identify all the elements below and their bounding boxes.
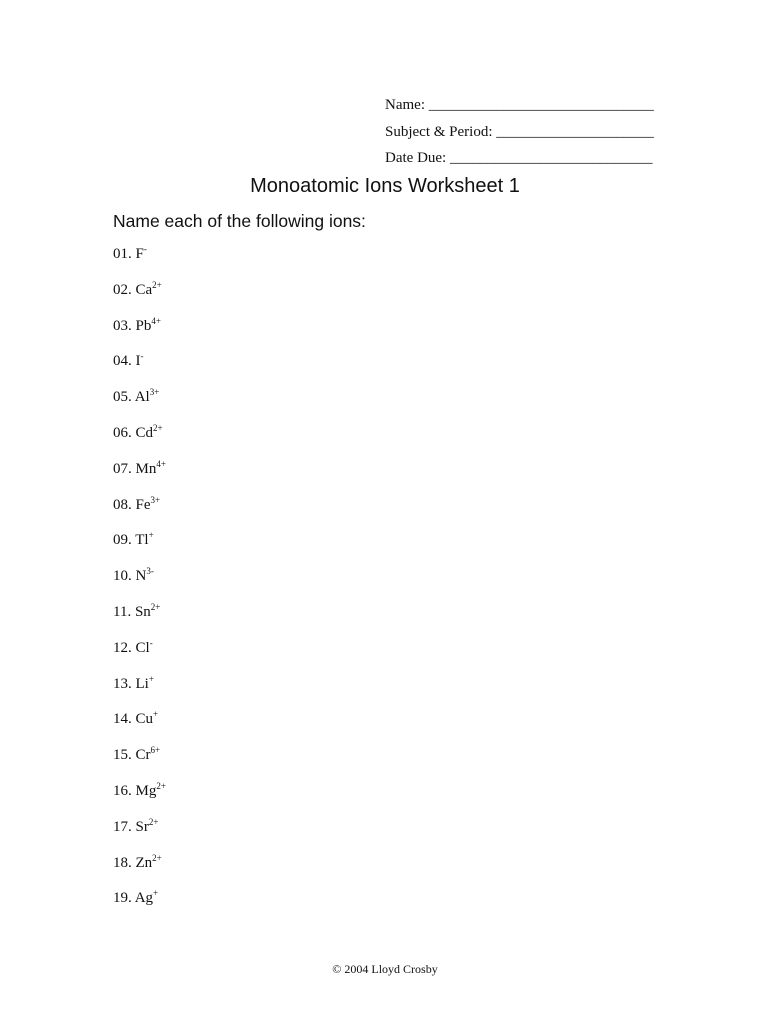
item-number: 11.: [113, 603, 132, 620]
name-field: Name: ______________________________: [385, 97, 654, 113]
ion-charge: 3-: [146, 566, 154, 577]
item-number: 15.: [113, 747, 132, 764]
ion-item: [113, 530, 166, 566]
ion-charge: 3+: [150, 494, 161, 505]
item-number: 01.: [113, 246, 132, 262]
ion-charge: +: [148, 673, 154, 684]
ion-symbol: F: [135, 246, 144, 262]
ion-symbol: Cl: [135, 639, 150, 656]
ion-symbol: Mg: [135, 782, 157, 799]
copyright-footer: © 2004 Lloyd Crosby: [332, 962, 438, 976]
ion-charge: -: [149, 637, 153, 648]
ion-charge: +: [153, 709, 159, 720]
ion-item: [113, 638, 166, 674]
ion-symbol: Al: [134, 389, 150, 406]
item-number: 03.: [113, 317, 132, 334]
ion-list: [113, 244, 166, 924]
subject-period-field: Subject & Period: _____________________: [385, 123, 654, 140]
ion-charge: +: [153, 888, 159, 899]
item-number: 18.: [113, 854, 132, 871]
ion-item: [113, 674, 166, 710]
ion-charge: 3+: [149, 387, 160, 398]
ion-charge: 2+: [150, 601, 161, 612]
header-fields: [385, 92, 654, 172]
ion-charge: -: [140, 351, 144, 362]
ion-symbol: Zn: [135, 854, 153, 871]
date-due-field: Date Due: ___________________________: [385, 150, 653, 166]
ion-charge: 6+: [150, 745, 161, 756]
ion-item: [113, 853, 166, 889]
ion-item: [113, 709, 166, 745]
item-number: 13.: [113, 675, 132, 692]
ion-item: [113, 423, 166, 459]
ion-charge: 4+: [156, 458, 166, 469]
ion-item: [113, 316, 166, 352]
ion-item: [113, 888, 166, 924]
ion-item: [113, 459, 166, 495]
ion-symbol: Pb: [135, 317, 152, 334]
item-number: 04.: [113, 353, 132, 370]
ion-symbol: Li: [135, 675, 149, 692]
ion-item: [113, 244, 166, 280]
item-number: 06.: [113, 424, 132, 441]
ion-charge: 4+: [151, 315, 161, 326]
ion-symbol: I: [135, 353, 141, 370]
item-number: 12.: [113, 639, 132, 656]
item-number: 02.: [113, 281, 132, 298]
ion-item: [113, 280, 166, 316]
ion-item: [113, 781, 166, 817]
item-number: 07.: [113, 460, 132, 477]
ion-symbol: Ca: [135, 281, 153, 298]
item-number: 08.: [113, 496, 132, 513]
ion-symbol: Fe: [135, 496, 151, 513]
item-number: 16.: [113, 782, 132, 799]
ion-symbol: Cr: [135, 747, 151, 764]
ion-symbol: N: [135, 568, 147, 585]
instructions: Name each of the following ions:: [113, 211, 366, 231]
ion-item: [113, 745, 166, 781]
item-number: 17.: [113, 818, 132, 835]
ion-item: [113, 817, 166, 853]
ion-charge: 2+: [156, 780, 166, 791]
ion-symbol: Cu: [135, 711, 154, 728]
item-number: 19.: [113, 890, 132, 907]
item-number: 05.: [113, 389, 132, 406]
ion-charge: 2+: [148, 816, 159, 827]
item-number: 14.: [113, 711, 132, 728]
ion-symbol: Ag: [134, 890, 154, 907]
ion-charge: 2+: [152, 279, 162, 290]
ion-symbol: Cd: [135, 424, 154, 441]
ion-item: [113, 495, 166, 531]
ion-item: [113, 351, 166, 387]
ion-item: [113, 566, 166, 602]
ion-symbol: Mn: [135, 460, 157, 477]
item-number: 09.: [113, 532, 132, 549]
ion-charge: +: [148, 530, 154, 541]
ion-item: [113, 387, 166, 423]
ion-symbol: Tl: [135, 532, 149, 549]
ion-charge: -: [143, 244, 147, 254]
ion-symbol: Sn: [134, 603, 151, 620]
item-number: 10.: [113, 568, 132, 585]
ion-item: [113, 602, 166, 638]
ion-charge: 2+: [153, 422, 163, 433]
ion-symbol: Sr: [135, 818, 149, 835]
ion-charge: 2+: [152, 852, 162, 863]
page-title: Monoatomic Ions Worksheet 1: [250, 175, 520, 197]
